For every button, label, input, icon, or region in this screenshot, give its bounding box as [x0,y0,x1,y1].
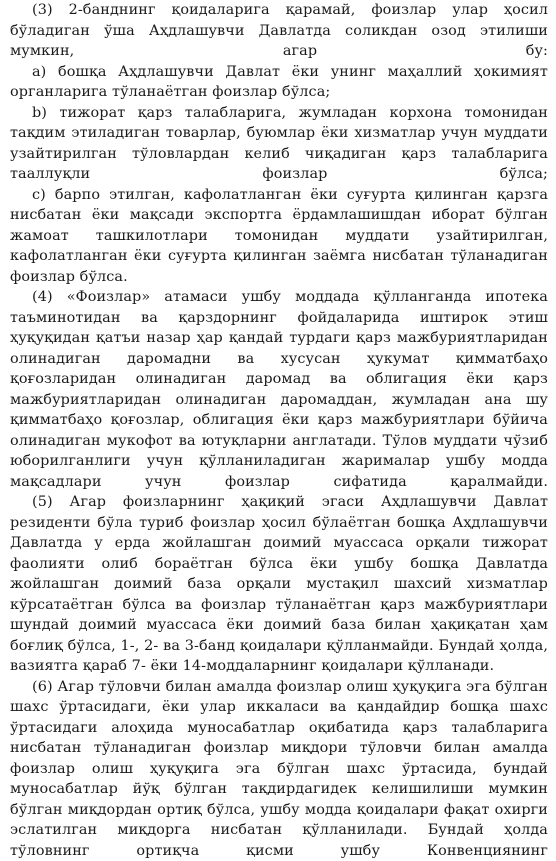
paragraph-4: (4) «Фоизлар» атамаси ушбу моддада қўлланганда ипотека таъминотидан ва қарздорнинг фойдаларида иштирок этиш ҳуқуқидан қатъи назар ҳар қандай турдаги қарз мажбуриятларидан олинадиган даромадни ва хусусан ҳукумат қимматбаҳо қоғозларидан олинадиган даромад ва облигация ёки қарз мажбуриятларидан олинадиган даромаддан, жумладан ана шу қимматбаҳо қоғозлар, облигация ёки қарз мажбуриятлари бўйича олинадиган мукофот ва ютуқларни англатади. Тўлов муддати чўзиб юборилганлиги учун қўлланиладиган жарималар ушбу модда мақсадлари учун фоизлар сифатида қаралмайди. [10,287,548,492]
paragraph-5: (5) Агар фоизларнинг ҳақиқий эгаси Аҳдлашувчи Давлат резиденти бўла туриб фоизлар ҳосил бўлаётган бошқа Аҳдлашувчи Давлатда у ерда жойлашган доимий муассаса орқали тижорат фаолияти олиб бораётган бўлса ёки ушбу бошқа Давлатда жойлашган доимий база орқали мустақил шахсий хизматлар кўрсатаётган бўлса ва фоизлар тўланаётган қарз мажбуриятлари шундай доимий муассаса ёки доимий база билан ҳақиқатан ҳам боғлиқ бўлса, 1-, 2- ва 3-банд қоидалари қўлланмайди. Бундай ҳолда, вазиятга қараб 7- ёки 14-моддаларнинг қоидалари қўлланади. [10,492,548,677]
paragraph-3c: с) барпо этилган, кафолатланган ёки суғурта қилинган қарзга нисбатан ёки мақсади экспортга ёрдамлашишдан иборат бўлган жамоат ташкилотлари томонидан муддати узайтирилган, кафолатланган ёки суғурта қилинган заёмга нисбатан тўланадиган фоизлар бўлса. [10,185,548,288]
paragraph-6: (6) Агар тўловчи билан амалда фоизлар олиш ҳуқуқига эга бўлган шахс ўртасидаги, ёки улар иккаласи ва қандайдир бошқа шахс ўртасидаги алоҳида муносабатлар оқибатида қарз талабларига нисбатан тўланадиган фоизлар миқдори тўловчи билан амалда фоизлар олиш ҳуқуқига эга бўлган шахс ўртасида, бундай муносабатлар йўқ бўлган тақдирдагидек келишилиши мумкин бўлган миқдордан ортиқ бўлса, ушбу модда қоидалари фақат охирги эслатилган миқдорга нисбатан қўлланилади. Бундай ҳолда тўловнинг ортиқча қисми ушбу Конвенциянинг [10,677,548,861]
paragraph-3b: b) тижорат қарз талабларига, жумладан корхона томонидан тақдим этиладиган товарлар, буюмлар ёки хизматлар учун муддати узайтирилган тўловлардан келиб чиқадиган қарз талабларига тааллуқли фоизлар бўлса; [10,103,548,185]
paragraph-3: (3) 2-банднинг қоидаларига қарамай, фоизлар улар ҳосил бўладиган ўша Аҳдлашувчи Давлатда соликдан озод этилиши мумкин, агар бу: [10,0,548,62]
paragraph-3a: а) бошқа Аҳдлашувчи Давлат ёки унинг маҳаллий ҳокимият органларига тўланаётган фоизлар бўлса; [10,62,548,103]
